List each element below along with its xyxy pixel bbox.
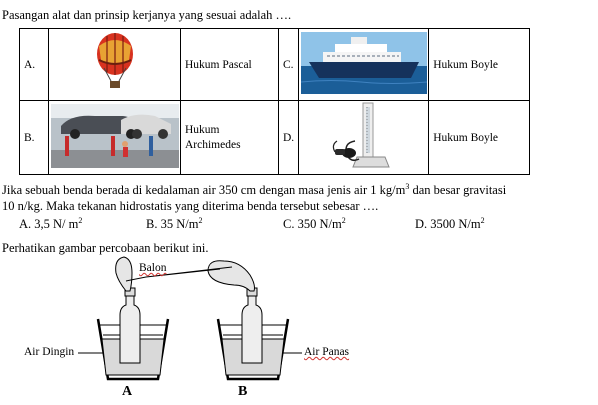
table-row [20, 101, 530, 175]
q2-stem-line1 [2, 183, 506, 198]
answer-option-superscript: 2 [78, 215, 83, 225]
option-principle-line1: Hukum [185, 123, 220, 136]
option-image-cell [299, 29, 429, 101]
q2-stem-superscript: 3 [405, 181, 410, 191]
q2-stem-line2: 10 n/kg. Maka tekanan hidrostatis yang diterima benda tersebut sebesar …. [2, 199, 379, 213]
options-table [19, 28, 530, 175]
ship-image [301, 32, 427, 94]
q1-stem: Pasangan alat dan prinsip kerjanya yang sesuai adalah …. [2, 8, 292, 22]
hot-water-label: Air Panas [304, 346, 350, 358]
beaker-b [208, 261, 288, 379]
hydraulic-car-lift-image [51, 104, 179, 168]
option-principle-line2: Archimedes [185, 138, 241, 151]
answer-option-superscript: 2 [480, 215, 485, 225]
cold-water-label: Air Dingin [24, 346, 75, 358]
answer-option-label: D. 3500 N/m [415, 217, 481, 231]
answer-option-label: A. 3,5 N/ m [19, 217, 79, 231]
answer-option-label: B. 35 N/m [146, 217, 199, 231]
option-principle: Hukum Pascal [181, 29, 279, 101]
sphygmomanometer-image [329, 101, 399, 171]
option-letter: D. [279, 101, 299, 175]
answer-option-b[interactable] [146, 217, 202, 232]
table-row [20, 29, 530, 101]
answer-option-superscript: 2 [341, 215, 346, 225]
answer-option-superscript: 2 [198, 215, 203, 225]
option-image-cell [49, 29, 181, 101]
q2-stem-part: dan besar gravitasi [409, 183, 507, 197]
q3-stem: Perhatikan gambar percobaan berikut ini. [2, 241, 209, 255]
option-image-cell [49, 101, 181, 175]
figure-label-b: B [238, 384, 248, 399]
option-letter: B. [20, 101, 49, 175]
q2-stem-part: Jika sebuah benda berada di kedalaman air 350 cm dengan masa jenis air 1 kg/m [2, 183, 406, 197]
balloon-a [116, 257, 132, 291]
answer-option-d[interactable] [415, 217, 485, 232]
figure-label-a: A [122, 384, 133, 399]
answer-option-a[interactable] [19, 217, 82, 232]
bottle-b [242, 288, 262, 363]
option-principle [181, 101, 279, 175]
balloon-label: Balon [139, 262, 167, 274]
balloon-b [208, 261, 255, 291]
hot-air-balloon-image [85, 30, 145, 96]
answer-option-c[interactable] [283, 217, 346, 232]
answer-option-label: C. 350 N/m [283, 217, 342, 231]
option-letter: A. [20, 29, 49, 101]
option-letter: C. [279, 29, 299, 101]
bottle-a [120, 288, 140, 363]
option-image-cell [299, 101, 429, 175]
experiment-figure [20, 255, 360, 405]
option-principle: Hukum Boyle [429, 101, 530, 175]
option-principle: Hukum Boyle [429, 29, 530, 101]
